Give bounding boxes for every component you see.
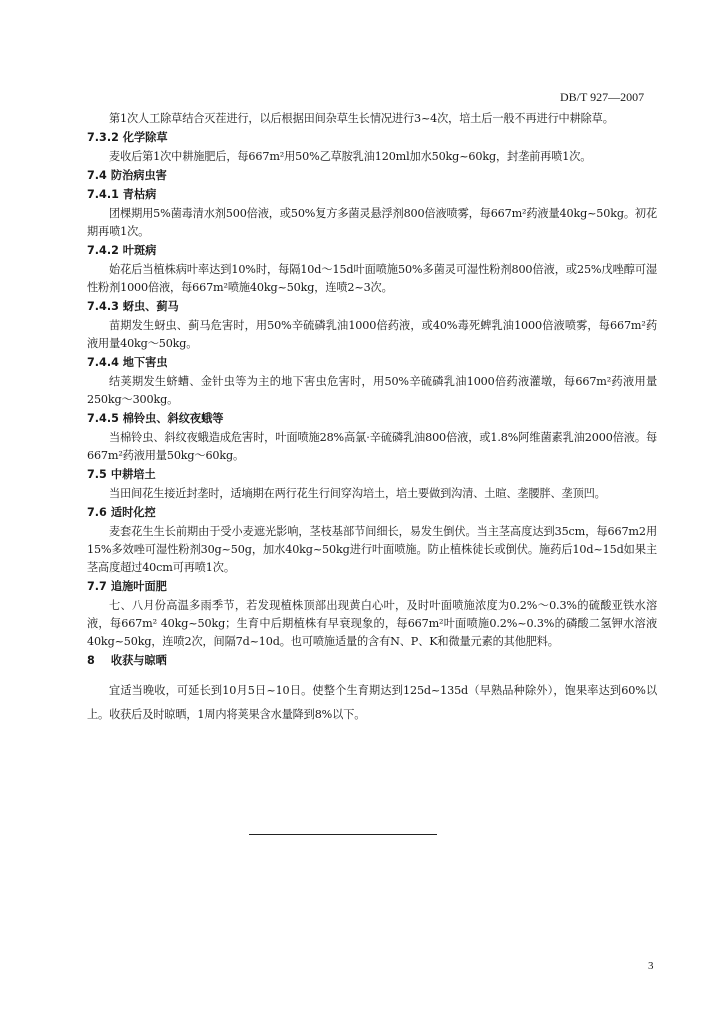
section-title: 棉铃虫、斜纹夜蛾等 (122, 412, 224, 425)
section-number: 7.4.3 (87, 300, 119, 313)
body-paragraph: 当田间花生接近封垄时，适墒期在两行花生行间穿沟培土，培土要做到沟清、土暄、垄腰胖、垄顶凹。 (109, 487, 606, 500)
section-number: 7.4.4 (87, 356, 119, 369)
section-heading (87, 504, 657, 522)
section-title: 防治病虫害 (110, 169, 167, 182)
body-paragraph: 苗期发生蚜虫、蓟马危害时，用50%辛硫磷乳油1000倍药液，或40%毒死蜱乳油1000倍液喷雾，每667m²药液用量40kg～50kg。 (87, 319, 657, 350)
section-heading (87, 167, 657, 185)
section-heading (87, 578, 657, 596)
body-paragraph: 麦套花生生长前期由于受小麦遮光影响，茎枝基部节间细长，易发生倒伏。当主茎高度达到35cm，每667m2用15%多效唑可湿性粉剂30g~50g，加水40kg~50kg进行叶面喷施。防止植株徒长或倒伏。施药后10d~15d如果主茎高度超过40cm可再喷1次。 (87, 525, 657, 574)
section-number: 8 (87, 654, 95, 667)
section-number: 7.4.5 (87, 412, 119, 425)
section-number: 7.4.2 (87, 244, 119, 257)
section-title: 青枯病 (122, 188, 157, 201)
body-paragraph: 当棉铃虫、斜纹夜蛾造成危害时，叶面喷施28%高氯·辛硫磷乳油800倍液，或1.8%阿维菌素乳油2000倍液。每667m²药液用量50kg～60kg。 (87, 431, 657, 462)
section-title: 叶斑病 (122, 244, 157, 257)
document-body (87, 110, 657, 728)
section-title: 追施叶面肥 (110, 580, 167, 593)
section-heading (87, 298, 657, 316)
section-heading (87, 242, 657, 260)
section-number: 7.7 (87, 580, 107, 593)
section-heading (87, 186, 657, 204)
body-paragraph: 麦收后第1次中耕施肥后，每667m²用50%乙草胺乳油120ml加水50kg~60kg，封垄前再喷1次。 (109, 150, 592, 163)
section-title: 中耕培土 (110, 468, 156, 481)
section-title: 收获与晾晒 (110, 654, 167, 667)
body-paragraph: 七、八月份高温多雨季节，若发现植株顶部出现黄白心叶，及时叶面喷施浓度为0.2%～0.3%的硫酸亚铁水溶液，每667m² 40kg~50kg；生育中后期植株有早衰现象的，每667m²叶面喷施0.2%~0.3%的磷酸二氢钾水溶液40kg~50kg，连喷2次，间隔7d~10d。也可喷施适量的含有N、P、K和微量元素的其他肥料。 (87, 599, 657, 648)
body-paragraph: 结荚期发生蛴螬、金针虫等为主的地下害虫危害时，用50%辛硫磷乳油1000倍药液灌墩，每667m²药液用量250kg～300kg。 (87, 375, 657, 406)
page-number: 3 (648, 960, 654, 972)
section-number: 7.4.1 (87, 188, 119, 201)
section-number: 7.5 (87, 468, 107, 481)
section-heading (87, 466, 657, 484)
body-paragraph: 始花后当植株病叶率达到10%时，每隔10d～15d叶面喷施50%多菌灵可湿性粉剂800倍液，或25%戊唑醇可湿性粉剂1000倍液，每667m²喷施40kg~50kg，连喷2~3次。 (87, 263, 657, 294)
body-paragraph: 团棵期用5%菌毒清水剂500倍液，或50%复方多菌灵悬浮剂800倍液喷雾，每667m²药液量40kg~50kg。初花期再喷1次。 (87, 207, 657, 238)
section-heading (87, 652, 657, 670)
section-heading (87, 129, 657, 147)
section-heading (87, 410, 657, 428)
section-title: 蚜虫、蓟马 (122, 300, 179, 313)
section-heading (87, 354, 657, 372)
section-title: 地下害虫 (122, 356, 168, 369)
standard-number: DB/T 927—2007 (560, 90, 645, 104)
section-title: 适时化控 (110, 506, 156, 519)
section-gap (87, 671, 657, 679)
end-rule (249, 834, 437, 835)
section-number: 7.6 (87, 506, 107, 519)
section-title: 化学除草 (122, 131, 168, 144)
body-paragraph: 第1次人工除草结合灭茬进行，以后根据田间杂草生长情况进行3~4次，培土后一般不再进行中耕除草。 (109, 112, 614, 125)
body-paragraph: 宜适当晚收，可延长到10月5日~10日。使整个生育期达到125d~135d（早熟品种除外），饱果率达到60%以上。收获后及时晾晒，1周内将荚果含水量降到8%以下。 (87, 684, 657, 721)
section-number: 7.3.2 (87, 131, 119, 144)
section-number: 7.4 (87, 169, 107, 182)
